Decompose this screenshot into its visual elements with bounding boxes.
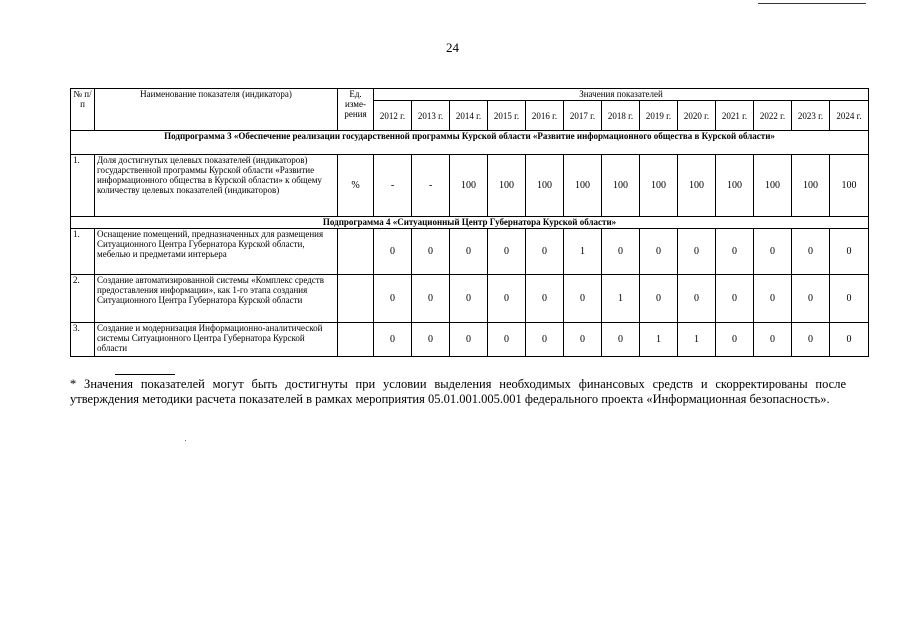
- year-header: 2022 г.: [754, 101, 792, 131]
- table-row: [71, 229, 869, 275]
- value-cell: 1: [678, 323, 716, 357]
- value-cell: 0: [602, 229, 640, 275]
- value-cell: 0: [716, 229, 754, 275]
- value-cell: 0: [374, 323, 412, 357]
- year-header: 2012 г.: [374, 101, 412, 131]
- value-cell: 0: [678, 275, 716, 323]
- value-cell: 0: [602, 323, 640, 357]
- value-cell: 100: [830, 155, 869, 217]
- year-header: 2019 г.: [640, 101, 678, 131]
- row-number: 1.: [71, 229, 95, 275]
- value-cell: 0: [716, 275, 754, 323]
- indicator-name: Создание автоматизированной системы «Комплекс средств предоставления информации», как 1-го этапа создания Ситуационного Центра Губернатора Курской области: [95, 275, 338, 323]
- value-cell: 100: [792, 155, 830, 217]
- value-cell: 100: [526, 155, 564, 217]
- value-cell: 0: [412, 229, 450, 275]
- year-header: 2016 г.: [526, 101, 564, 131]
- value-cell: -: [374, 155, 412, 217]
- value-cell: 0: [412, 275, 450, 323]
- unit-cell: %: [338, 155, 374, 217]
- value-cell: 0: [450, 229, 488, 275]
- year-header: 2017 г.: [564, 101, 602, 131]
- row-number: 2.: [71, 275, 95, 323]
- value-cell: 100: [450, 155, 488, 217]
- year-header: 2021 г.: [716, 101, 754, 131]
- top-edge-line: [758, 3, 866, 4]
- page-number: 24: [446, 40, 459, 55]
- value-cell: 1: [602, 275, 640, 323]
- value-cell: 0: [792, 323, 830, 357]
- year-header: 2013 г.: [412, 101, 450, 131]
- header-unit: Ед. изме-рения: [338, 89, 374, 131]
- table-row: [71, 275, 869, 323]
- row-number: 3.: [71, 323, 95, 357]
- row-number: 1.: [71, 155, 95, 217]
- year-header: 2014 г.: [450, 101, 488, 131]
- year-header: 2020 г.: [678, 101, 716, 131]
- indicator-name: Доля достигнутых целевых показателей (индикаторов) государственной программы Курской области «Развитие информационного общества в Курской области» к общему количеству целевых показателей (индикаторов): [95, 155, 338, 217]
- header-name: Наименование показателя (индикатора): [95, 89, 338, 131]
- value-cell: 0: [792, 229, 830, 275]
- year-header: 2023 г.: [792, 101, 830, 131]
- value-cell: 100: [754, 155, 792, 217]
- value-cell: 0: [830, 275, 869, 323]
- value-cell: 0: [754, 275, 792, 323]
- unit-cell: [338, 229, 374, 275]
- value-cell: 100: [640, 155, 678, 217]
- table-row: [71, 323, 869, 357]
- value-cell: -: [412, 155, 450, 217]
- value-cell: 1: [564, 229, 602, 275]
- value-cell: 0: [488, 323, 526, 357]
- value-cell: 0: [412, 323, 450, 357]
- value-cell: 0: [450, 323, 488, 357]
- value-cell: 100: [602, 155, 640, 217]
- subprogram-4-rows: [71, 229, 869, 357]
- value-cell: 0: [754, 229, 792, 275]
- value-cell: 0: [716, 323, 754, 357]
- value-cell: 0: [792, 275, 830, 323]
- value-cell: 0: [678, 229, 716, 275]
- year-header: 2015 г.: [488, 101, 526, 131]
- value-cell: 0: [526, 229, 564, 275]
- value-cell: 100: [716, 155, 754, 217]
- value-cell: 0: [640, 229, 678, 275]
- value-cell: 0: [564, 323, 602, 357]
- unit-cell: [338, 323, 374, 357]
- header-num: № п/п: [71, 89, 95, 131]
- value-cell: 1: [640, 323, 678, 357]
- scan-speck: [185, 440, 186, 441]
- value-cell: 0: [564, 275, 602, 323]
- value-cell: 100: [564, 155, 602, 217]
- value-cell: 0: [488, 229, 526, 275]
- value-cell: 0: [830, 323, 869, 357]
- value-cell: 0: [830, 229, 869, 275]
- value-cell: 0: [488, 275, 526, 323]
- value-cell: 0: [374, 229, 412, 275]
- subprogram-3-title: Подпрограмма 3 «Обеспечение реализации государственной программы Курской области «Развитие информационного общества в Курской области»: [71, 131, 869, 155]
- indicator-name: Оснащение помещений, предназначенных для размещения Ситуационного Центра Губернатора Курской области, мебелью и предметами интерьера: [95, 229, 338, 275]
- year-header: 2018 г.: [602, 101, 640, 131]
- header-values: Значения показателей: [374, 89, 869, 101]
- value-cell: 0: [526, 275, 564, 323]
- year-header: 2024 г.: [830, 101, 869, 131]
- value-cell: 0: [450, 275, 488, 323]
- value-cell: 100: [488, 155, 526, 217]
- value-cell: 0: [640, 275, 678, 323]
- table-row: [71, 155, 869, 217]
- unit-cell: [338, 275, 374, 323]
- value-cell: 100: [678, 155, 716, 217]
- value-cell: 0: [526, 323, 564, 357]
- value-cell: 0: [374, 275, 412, 323]
- subprogram-4-title: Подпрограмма 4 «Ситуационный Центр Губернатора Курской области»: [71, 217, 869, 229]
- value-cell: 0: [754, 323, 792, 357]
- indicators-table: [70, 88, 869, 357]
- footnote-rule: [115, 374, 175, 375]
- footnote: * Значения показателей могут быть достигнуты при условии выделения необходимых финансовых средств и скорректированы после утверждения методики расчета показателей в рамках мероприятия 05.01.001.005.001 федерального проекта «Информационная безопасность».: [70, 377, 846, 406]
- indicator-name: Создание и модернизация Информационно-аналитической системы Ситуационного Центра Губернатора Курской области: [95, 323, 338, 357]
